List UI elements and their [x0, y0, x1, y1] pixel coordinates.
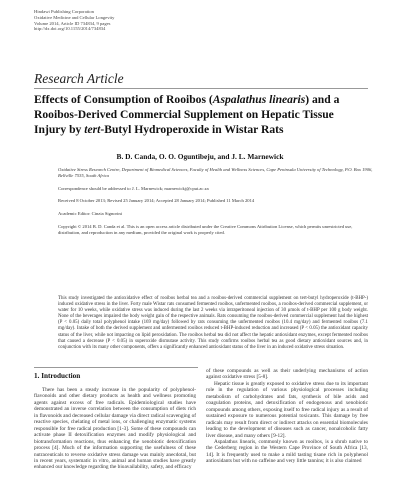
abstract: This study investigated the antioxidative effect of rooibos herbal tea and a rooibos-derived commercial supplement on tert-butyl hydroperoxide (t-BHP-) induced oxidative stress in the liver. Forty male Wistar rats consumed fermented rooibos, unfermented rooibos, a rooibos-derived commercial supplement, or water for 10 weeks, while oxidative stress was induced during the last 2 weeks via intraperitoneal injection of 30 μmols of t-BHP per 100 g body weight. None of the beverages impaired the body weight gain of the respective animals. Rats consuming the rooibos-derived commercial supplement had the highest (P < 0.05) daily total polyphenol intake (169 mg/day) followed by rats consuming the unfermented rooibos (10.4 mg/day) and fermented rooibos (7.1 mg/day). Intake of both the derived supplement and unfermented rooibos reduced t-BHP-induced reduction and increased (P < 0.05) the antioxidant capacity status of the liver, while not impacting on lipid peroxidation. The rooibos herbal tea did not affect the hepatic antioxidant enzymes, except fermented rooibos that caused a decrease (P < 0.05) in superoxide dismutase activity. This study confirms rooibos herbal tea as good dietary antioxidant sources and, in conjunction with its many other components, offers a significantly enhanced antioxidant status of the liver in an induced oxidative stress situation. — [58, 296, 368, 350]
copyright-notice: Copyright © 2014 B. D. Canda et al. This is an open access article distributed under the Creative Commons Attribution License, which permits unrestricted use, distribution, and reproduction in any medium, provided the original work is properly cited. — [58, 224, 353, 235]
article-type: Research Article — [34, 71, 124, 86]
publisher-line: Hindawi Publishing Corporation — [34, 9, 94, 14]
publication-dates: Received 8 October 2013; Revised 25 January 2014; Accepted 28 January 2014; Published 11 March 2014 — [58, 198, 255, 203]
academic-editor: Academic Editor: Cinzia Signorini — [58, 211, 122, 216]
correspondence: Correspondence should be addressed to J. L. Marnewick; marnewickj@cput.ac.za — [58, 186, 209, 191]
title-part-2: ) and a Rooibos-Derived Commercial Supplement on Hepatic Tissue Injury by — [34, 93, 340, 136]
title-part-3: -Butyl Hydroperoxide in Wistar Rats — [100, 123, 284, 136]
section-rule — [34, 367, 198, 368]
intro-right-paragraph-1: of these compounds as well as their underlying mechanisms of action against oxidative stress [5-8]. — [206, 368, 368, 381]
intro-right-paragraph-3: Aspalathus linearis, commonly known as rooibos, is a shrub native to the Cederberg region in the Western Cape Province of South Africa [13, 14]. It is frequently used to make a mild tasting tisane rich in polyphenol antioxidants but with no caffeine and very little tannins; it is also claimed — [206, 438, 368, 465]
journal-name: Oxidative Medicine and Cellular Longevity — [34, 14, 115, 20]
title-rule-top — [34, 88, 368, 89]
doi-link[interactable]: http://dx.doi.org/10.1155/2014/734834 — [34, 26, 106, 32]
title-part-1: Effects of Consumption of Rooibos ( — [34, 93, 213, 106]
introduction-heading: 1. Introduction — [34, 372, 81, 380]
journal-header — [34, 9, 334, 32]
author-list: B. D. Canda, O. O. Oguntibeju, and J. L. Marnewick — [116, 152, 284, 161]
intro-right-column — [206, 368, 368, 465]
volume-line: Volume 2014, Article ID 734834, 9 pages — [34, 20, 111, 26]
title-species: Aspalathus linearis — [212, 93, 306, 106]
intro-left-column: There has been a steady increase in the popularity of polyphenol-flavonoids and other dietary products as health and wellness promoting agents against excess of free radicals. Epidemiological studies have demonstrated an inverse correlation between the consumption of diets rich in flavonoids and decreased cellular damage via direct radical scavenging of reactive species, chelating of metal ions, or challenging enzymatic systems responsible for free radical production [1-3]. Some of these compounds can activate phase II detoxification enzymes and modify physiological and biotransformation reactions, thus enhancing the xenobiotic detoxification process [4]. Much of the information supporting the usefulness of these nutraceuticals to reverse oxidative stress damage was mainly anecdotal, but in recent years, systematic in vitro, animal and human studies have greatly enhanced our knowledge regarding the bioavailability, safety, and efficacy — [34, 387, 196, 471]
article-title — [34, 92, 368, 137]
title-tert: tert — [84, 123, 101, 136]
intro-right-paragraph-2: Hepatic tissue is greatly exposed to oxidative stress due to its important role in the regulation of various physiological processes including metabolism of carbohydrates and fats, synthesis of bile acids and coagulation proteins, and detoxification of endogenous and xenobiotic compounds among others, exposing itself to free radical injury as a result of sustained exposure to numerous potential toxicants. This damage by free radicals may result from direct or indirect attacks on essential biomolecules leading to the development of diseases such as cancer, nonalcoholic fatty liver disease, and many others [9-12]. — [206, 380, 368, 439]
affiliation: Oxidative Stress Research Centre, Department of Biomedical Sciences, Faculty of Health and Wellness Sciences, Cape Peninsula University of Technology, P.O. Box 1906, Bellville 7535, South Africa — [58, 167, 373, 178]
